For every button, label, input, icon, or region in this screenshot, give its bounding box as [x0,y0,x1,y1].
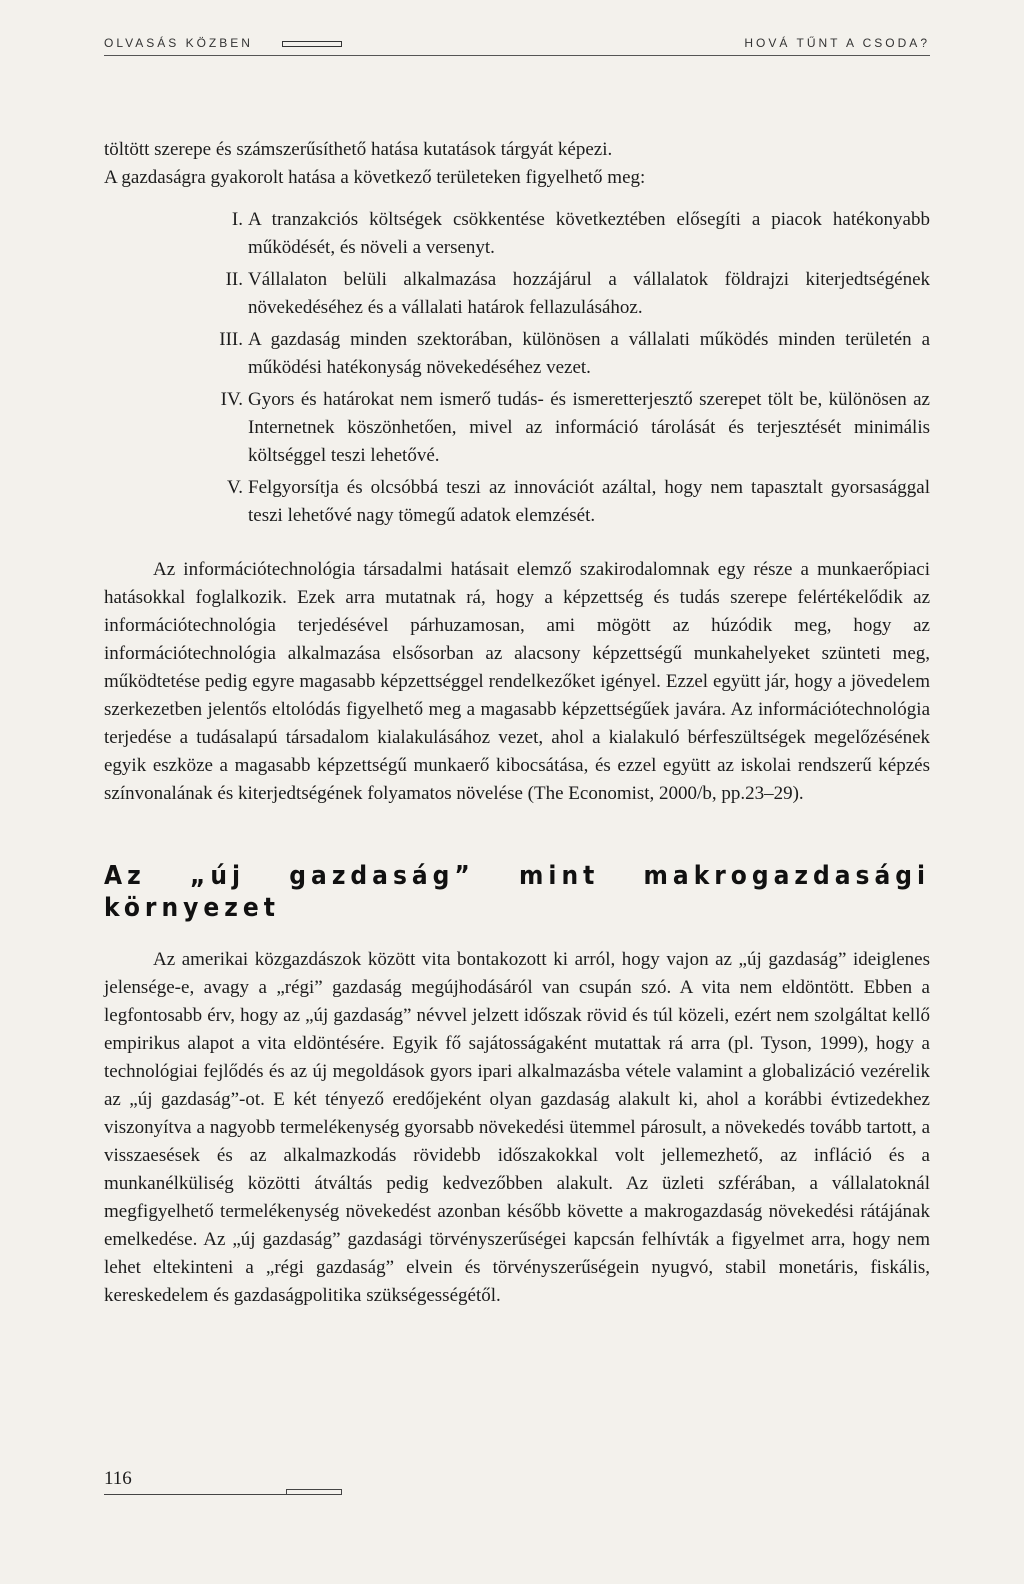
list-item-number: V. [226,477,243,498]
intro-line-1: töltött szerepe és számszerűsíthető hatása kutatások tárgyát képezi. [104,139,613,160]
list-item-text: A tranzakciós költségek csökkentése következtében elősegíti a piacok hatékonyabb működését, és növeli a versenyt. [248,209,930,258]
page-body [104,136,930,1310]
list-item-text: Vállalaton belüli alkalmazása hozzájárul a vállalatok földrajzi kiterjedtségének növekedéséhez és a vállalati határok fellazulásához. [248,269,930,318]
footer-rule [104,1494,294,1495]
list-item-number: II. [225,269,243,290]
body-paragraph-1: Az információtechnológia társadalmi hatásait elemző szakirodalomnak egy része a munkaerőpiaci hatásokkal foglalkozik. Ezek arra mutatnak rá, hogy a képzettség és tudás szerepe felértékelődik az információtechnológia terjedésével párhuzamosan, ami mögött az húzódik meg, hogy az információtechnológia alkalmazása elsősorban az alacsony képzettségű munkahelyeket szünteti meg, működtetése pedig egyre magasabb képzettséggel rendelkezőket igényel. Ezzel együtt jár, hogy a jövedelem szerkezetben jelentős eltolódás figyelhető meg a magasabb képzettségűek javára. Az információtechnológia terjedése a tudásalapú társadalom kialakulásához vezet, ahol a kialakuló bérfeszültségek megelőzésének egyik eszköze a magasabb képzettségű munkaerő kibocsátása, és ezzel együtt az iskolai rendszerű képzés színvonalának és kiterjedtségének folyamatos növelése (The Economist, 2000/b, pp.23–29). [104,559,930,804]
effects-list [104,206,930,530]
list-item-text: A gazdaság minden szektorában, különösen a vállalati működés minden területén a működési hatékonyság növekedéséhez vezet. [248,329,930,378]
list-item-number: I. [231,209,243,230]
header-ornament [282,41,342,47]
list-item [104,386,930,470]
footer-ornament [286,1489,342,1495]
list-item [104,206,930,262]
list-item-text: Felgyorsítja és olcsóbbá teszi az innovációt azáltal, hogy nem tapasztalt gyorsasággal teszi lehetővé nagy tömegű adatok elemzését. [248,477,930,526]
intro-line-2: A gazdaságra gyakorolt hatása a következő területeken figyelhető meg: [104,167,646,188]
list-item-text: Gyors és határokat nem ismerő tudás- és ismeretterjesztő szerepet tölt be, különösen az Internetnek köszönhetően, mivel az információ tárolását és terjesztését minimális költséggel teszi lehetővé. [248,389,930,466]
list-item [104,266,930,322]
list-item-number: III. [219,329,243,350]
list-item-number: IV. [220,389,243,410]
list-item [104,326,930,382]
section-heading: Az „új gazdaság” mint makrogazdasági környezet [104,861,930,923]
running-header [104,36,930,56]
header-right-title: HOVÁ TŰNT A CSODA? [744,36,930,50]
body-paragraph-2: Az amerikai közgazdászok között vita bontakozott ki arról, hogy vajon az „új gazdaság” ideiglenes jelensége-e, avagy a „régi” gazdaság megújhodásáról van csupán szó. A vita nem eldöntött. Ebben a legfontosabb érv, hogy az „új gazdaság” névvel jelzett időszak rövid és túl közeli, ezért nem szolgáltat kellő empirikus alapot a vita eldöntésére. Egyik fő sajátosságaként mutattak rá arra (pl. Tyson, 1999), hogy a technológiai fejlődés és az új megoldások gyors ipari alkalmazásba vétele valamint a globalizáció vezérelik az „új gazdaság”-ot. E két tényező eredőjeként olyan gazdaság alakult ki, ahol a korábbi évtizedekhez viszonyítva a nagyobb termelékenység gyorsabb növekedési ütemmel párosult, a növekedés tovább tartott, a visszaesések és az alkalmazkodás rövidebb időszakokkal volt jellemezhető, az infláció és a munkanélküliség közötti átváltás pedig kedvezőbben alakult. Az üzleti szférában, a vállalatoknál megfigyelhető termelékenység növekedést azonban később követte a makrogazdaság növekedési rátájának emelkedése. Az „új gazdaság” gazdasági törvényszerűségei kapcsán felhívták a figyelmet arra, hogy nem lehet eltekinteni a „régi gazdaság” elvein és törvényszerűségein nyugvó, stabil monetáris, fiskális, kereskedelem és gazdaságpolitika szükségességétől. [104,949,930,1306]
page-number: 116 [104,1468,132,1489]
header-left-title: OLVASÁS KÖZBEN [104,36,253,50]
list-item [104,474,930,530]
header-rule [104,55,930,56]
